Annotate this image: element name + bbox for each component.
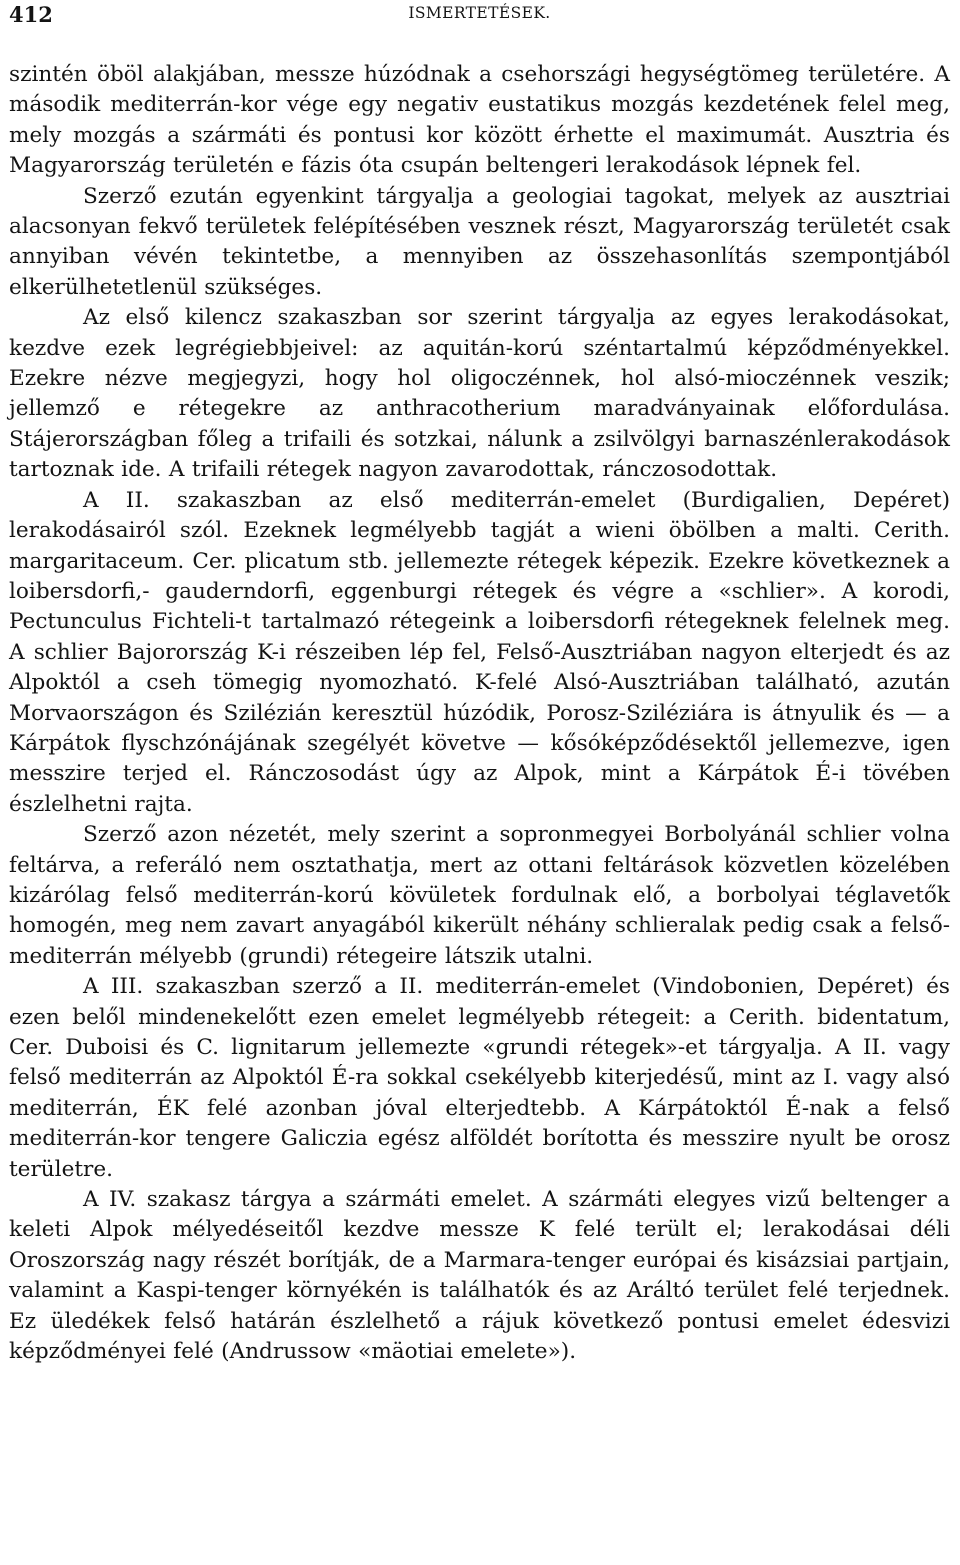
running-head: ISMERTETÉSEK. [408,4,551,22]
body-text [9,60,950,1367]
paragraph-5: Szerző azon nézetét, mely szerint a sopronmegyei Borbolyánál schlier volna feltárva, a referáló nem osztathatja, mert az ottani feltárások közvetlen közelében kizárólag felső mediterrán-korú kövületek fordulnak elő, a borbolyai téglavetők homogén, meg nem zavart anyagából kikerült néhány schlieralak pedig csak a felső-mediterrán mélyebb (grundi) rétegeire látszik utalni. [9,822,950,969]
paragraph-4: A II. szakaszban az első mediterrán-emelet (Burdigalien, Depéret) lerakodásairól szól. Ezeknek legmélyebb tagját a wieni öbölben a malti. Cerith. margaritaceum. Cer. plicatum stb. jellemezte rétegek képezik. Ezekre következnek a loibersdorfi,- gauderndorfi, eggenburgi rétegek és végre a «schlier». A korodi, Pectunculus Fichteli-t tartalmazó rétegeink a loibersdorfi rétegeknek felelnek meg. A schlier Bajorország K-i részeiben lép fel, Felső-Ausztriában nagyon elterjedt és az Alpoktól a cseh tömegig nyomozható. K-felé Alsó-Ausztriában található, azután Morvaországon és Szilézián keresztül húzódik, Porosz-Sziléziára is átnyulik és — a Kárpátok flyschzónájának szegélyét követve — kősóképződésektől jellemezve, igen messzire terjed el. Ránczosodást úgy az Alpok, mint a Kárpátok É-i tövében észlelhetni rajta. [9,487,950,817]
page-number: 412 [9,2,53,27]
paragraph-3: Az első kilencz szakaszban sor szerint tárgyalja az egyes lerakodásokat, kezdve ezek legrégiebbjeivel: az aquitán-korú széntartalmú képződményekkel. Ezekre nézve megjegyzi, hogy hol oligoczénnek, hol alsó-mioczénnek veszik; jellemző e rétegekre az anthracotherium maradványainak előfordulása. Stájerországban főleg a trifaili és sotzkai, nálunk a zsilvölgyi barnaszénlerakodások tartoznak ide. A trifaili rétegek nagyon zavarodottak, ránczosodottak. [9,305,950,483]
paragraph-2: Szerző ezután egyenkint tárgyalja a geologiai tagokat, melyek az ausztriai alacsonyan fekvő területek felépítésében vesznek részt, Magyarország területét csak annyiban vévén tekintetbe, a mennyiben az összehasonlítás szempontjából elkerülhetetlenül szükséges. [9,183,950,300]
paragraph-7: A IV. szakasz tárgya a szármáti emelet. A szármáti elegyes vizű beltenger a keleti Alpok mélyedéseitől kezdve messze K felé terült el; lerakodásai déli Oroszország nagy részét borítják, de a Marmara-tenger európai és kisázsiai partjain, valamint a Kaspi-tenger környékén is találhatók és az Aráltó terület felé terjednek. Ez üledékek felső határán észlelhető a rájuk következő pontusi emelet édesvizi képződményei felé (Andrussow «mäotiai emelete»). [9,1187,950,1365]
page-header [9,0,950,34]
paragraph-6: A III. szakaszban szerző a II. mediterrán-emelet (Vindobonien, Depéret) és ezen belől mindenekelőtt ezen emelet legmélyebb rétegeit: a Cerith. bidentatum, Cer. Duboisi és C. lignitarum jellemezte «grundi rétegek»-et tárgyalja. A II. vagy felső mediterrán az Alpoktól É-ra sokkal csekélyebb kiterjedésű, mint az I. vagy alsó mediterrán, ÉK felé azonban jóval elterjedtebb. A Kárpátoktól É-nak a felső mediterrán-kor tengere Galiczia egész alföldét borította és messzire nyult be orosz területre. [9,974,950,1182]
paragraph-1: szintén öböl alakjában, messze húzódnak a csehországi hegységtömeg területére. A második mediterrán-kor vége egy negativ eustatikus mozgás kezdetének felel meg, mely mozgás a szármáti és pontusi kor között érhette el maximumát. Ausztria és Magyarország területén e fázis óta csupán beltengeri lerakodások lépnek fel. [9,62,950,179]
